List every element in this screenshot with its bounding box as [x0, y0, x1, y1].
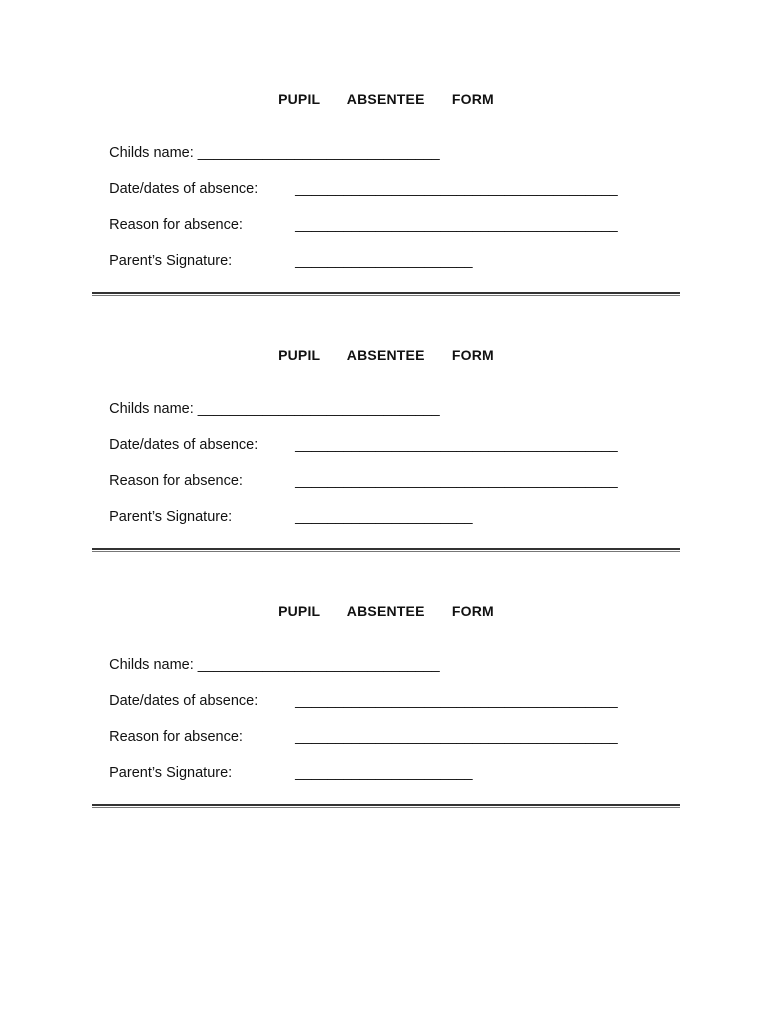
childs-name-field[interactable]: ______________________________	[197, 401, 440, 417]
parent-signature-label: Parent’s Signature:	[109, 253, 233, 269]
absentee-form-3	[92, 602, 680, 817]
absence-reason-label: Reason for absence:	[109, 473, 243, 489]
parent-signature-label: Parent’s Signature:	[109, 509, 233, 525]
childs-name-field[interactable]: ______________________________	[197, 145, 440, 161]
parent-signature-row	[93, 746, 473, 800]
parent-signature-label: Parent’s Signature:	[109, 765, 233, 781]
childs-name-label: Childs name:	[109, 657, 198, 673]
absence-reason-field[interactable]: ________________________________________	[295, 729, 618, 745]
absence-dates-label: Date/dates of absence:	[109, 693, 259, 709]
form-title: PUPIL ABSENTEE FORM	[278, 347, 494, 363]
cut-divider	[92, 292, 680, 296]
childs-name-label: Childs name:	[109, 145, 198, 161]
parent-signature-row	[93, 490, 473, 544]
form-title: PUPIL ABSENTEE FORM	[278, 603, 494, 619]
parent-signature-field[interactable]: ______________________	[295, 509, 473, 525]
absence-dates-label: Date/dates of absence:	[109, 181, 259, 197]
absence-reason-label: Reason for absence:	[109, 729, 243, 745]
absence-dates-field[interactable]: ________________________________________	[295, 181, 618, 197]
absence-reason-field[interactable]: ________________________________________	[295, 217, 618, 233]
parent-signature-field[interactable]: ______________________	[295, 253, 473, 269]
cut-divider	[92, 548, 680, 552]
childs-name-label: Childs name:	[109, 401, 198, 417]
childs-name-field[interactable]: ______________________________	[197, 657, 440, 673]
parent-signature-row	[93, 234, 473, 288]
absence-reason-field[interactable]: ________________________________________	[295, 473, 618, 489]
absence-reason-label: Reason for absence:	[109, 217, 243, 233]
absence-dates-field[interactable]: ________________________________________	[295, 437, 618, 453]
absentee-form-1	[92, 90, 680, 305]
form-title: PUPIL ABSENTEE FORM	[278, 91, 494, 107]
absence-dates-label: Date/dates of absence:	[109, 437, 259, 453]
absentee-form-2	[92, 346, 680, 561]
absence-dates-field[interactable]: ________________________________________	[295, 693, 618, 709]
cut-divider	[92, 804, 680, 808]
parent-signature-field[interactable]: ______________________	[295, 765, 473, 781]
